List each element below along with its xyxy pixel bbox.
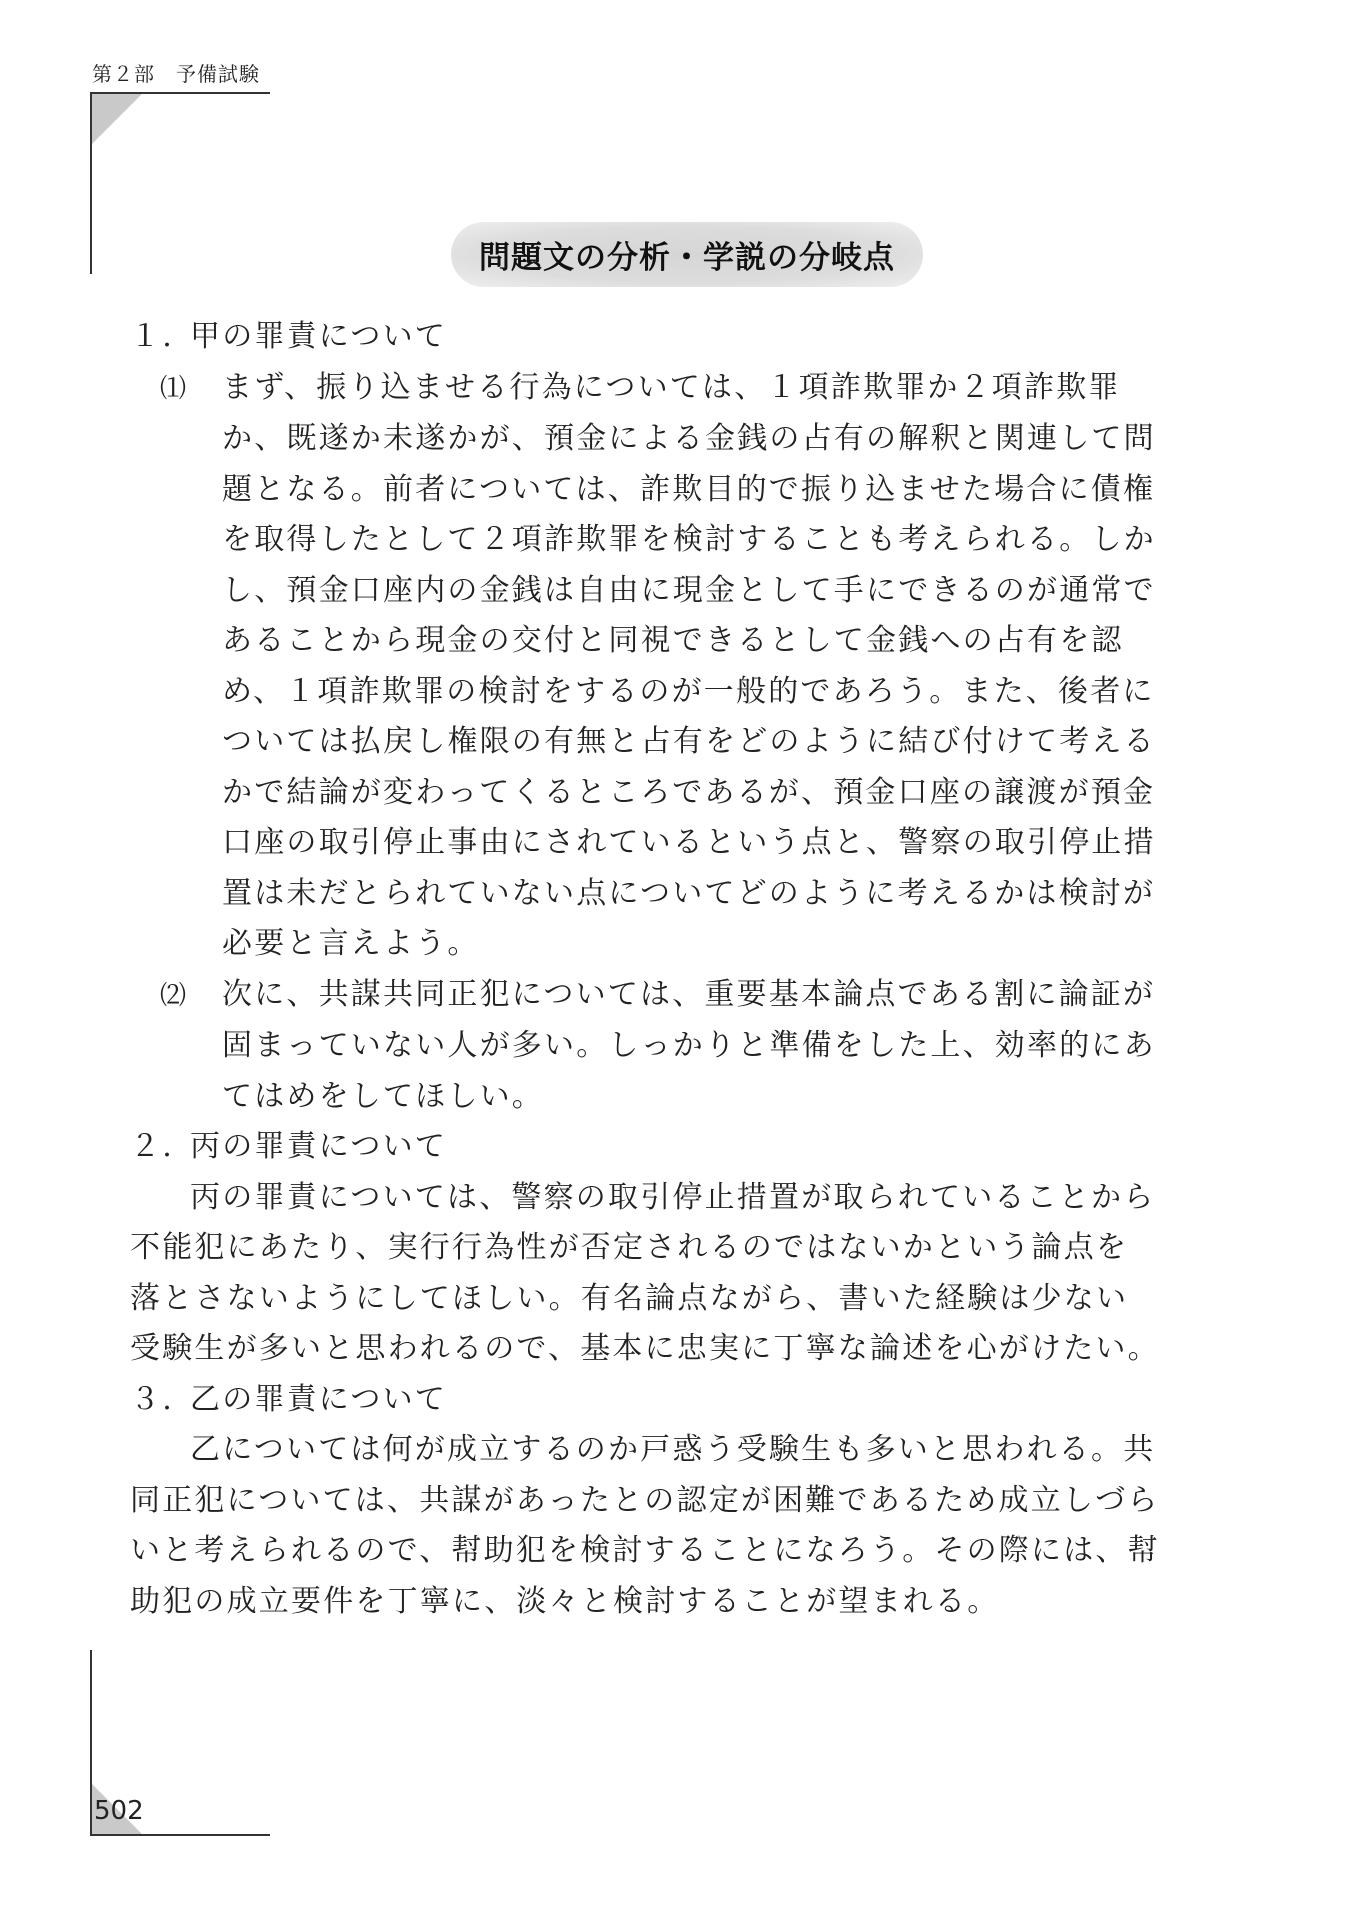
item-number: ⑴: [160, 373, 189, 404]
heading-section-2: [130, 1122, 1160, 1173]
list-item-1-1: [160, 363, 1160, 970]
item-text: まず、振り込ませる行為については、１項詐欺罪か２項詐欺罪か、既遂か未遂かが、預金による金銭の占有の解釈と関連して問題となる。前者については、詐欺目的で振り込ませた場合に債権を取得したとして２項詐欺罪を検討することも考えられる。しかし、預金口座内の金銭は自由に現金として手にできるのが通常であることから現金の交付と同視できるとして金銭への占有を認め、１項詐欺罪の検討をするのが一般的であろう。また、後者については払戻し権限の有無と占有をどのように結び付けて考えるかで結論が変わってくるところであるが、預金口座の譲渡が預金口座の取引停止事由にされているという点と、警察の取引停止措置は未だとられていない点についてどのように考えるかは検討が必要と言えよう。: [222, 369, 1156, 961]
list-item-1-2: [160, 970, 1160, 1123]
heading-number: １.: [130, 319, 174, 354]
heading-text: 乙の罪責について: [190, 1381, 447, 1417]
heading-text: 甲の罪責について: [190, 319, 447, 354]
corner-triangle-top: [92, 94, 142, 144]
paragraph-text: 丙の罪責については、警察の取引停止措置が取られていることから不能犯にあたり、実行行為性が否定されるのではないかという論点を落とさないようにしてほしい。有名論点ながら、書いた経験は少ない受験生が多いと思われるので、基本に忠実に丁寧な論述を心がけたい。: [130, 1179, 1160, 1366]
main-content: [130, 312, 1160, 1627]
item-text: 次に、共謀共同正犯については、重要基本論点である割に論証が固まっていない人が多い。しっかりと準備をした上、効率的にあてはめをしてほしい。: [222, 976, 1156, 1114]
title-container: [0, 222, 1350, 287]
section-title: 問題文の分析・学説の分岐点: [451, 222, 923, 287]
heading-section-1: [130, 312, 1160, 363]
footer-rule-horizontal: [90, 1834, 270, 1836]
paragraph-text: 乙については何が成立するのか戸惑う受験生も多いと思われる。共同正犯については、共謀があったとの認定が困難であるため成立しづらいと考えられるので、幇助犯を検討することになろう。その際には、幇助犯の成立要件を丁寧に、淡々と検討することが望まれる。: [130, 1432, 1160, 1619]
paragraph-section-3: [130, 1425, 1160, 1627]
item-number: ⑵: [160, 980, 189, 1011]
heading-number: ３.: [130, 1381, 174, 1417]
heading-section-3: [130, 1375, 1160, 1426]
running-head: 第２部 予備試験: [92, 62, 260, 86]
heading-text: 丙の罪責について: [190, 1129, 447, 1164]
paragraph-section-2: [130, 1173, 1160, 1375]
page-number: 502: [94, 1796, 144, 1826]
heading-number: ２.: [130, 1129, 174, 1164]
